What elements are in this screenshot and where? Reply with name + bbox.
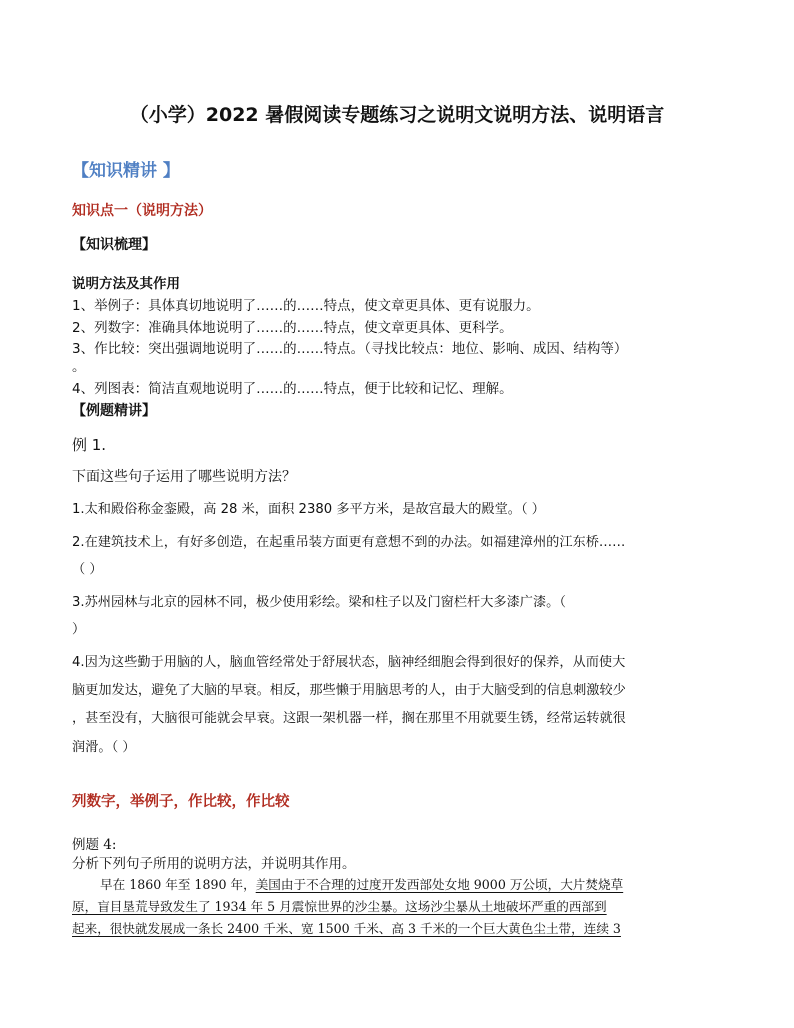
knowledge-point-heading: 知识点一（说明方法） (72, 203, 212, 219)
methods-heading: 说明方法及其作用 (72, 276, 180, 292)
example-1-item-blank: ） (72, 622, 86, 637)
method-item: 1、举例子：具体真切地说明了……的……特点，使文章更具体、更有说服力。 (72, 298, 540, 314)
example-1-item: 润滑。（ ） (72, 740, 136, 755)
example-1-item: 脑更加发达，避免了大脑的早衰。相反，那些懒于用脑思考的人，由于大脑受到的信息刺激较少 (72, 683, 626, 698)
outline-header: 【知识梳理】 (72, 237, 156, 253)
method-item: 3、作比较：突出强调地说明了……的……特点。（寻找比较点：地位、影响、成因、结构等） (72, 341, 628, 357)
method-item: 2、列数字：准确具体地说明了……的……特点，使文章更具体、更科学。 (72, 320, 513, 336)
example-1-label: 例 1. (72, 436, 107, 454)
method-item-period: 。 (72, 359, 86, 375)
section-header-knowledge: 【知识精讲 】 (72, 161, 180, 181)
example-1-item: 2.在建筑技术上，有好多创造，在起重吊装方面更有意想不到的办法。如福建漳州的江东桥…… (72, 535, 626, 550)
document-title: （小学）2022 暑假阅读专题练习之说明文说明方法、说明语言 (129, 104, 665, 126)
example-1-item: ，甚至没有，大脑很可能就会早衰。这跟一架机器一样，搁在那里不用就要生锈，经常运转就很 (72, 711, 626, 726)
example-4-plain-text: 早在 1860 年至 1890 年， (100, 877, 256, 892)
example-4-paragraph-line (100, 874, 623, 893)
example-1-item: 4.因为这些勤于用脑的人，脑血管经常处于舒展状态，脑神经细胞会得到很好的保养，从而使大 (72, 655, 626, 670)
example-4-label: 例题 4: (72, 837, 117, 853)
example-4-paragraph-line: 原，盲目垦荒导致发生了 1934 年 5 月震惊世界的沙尘暴。这场沙尘暴从土地破坏严重的西部到 (72, 899, 607, 914)
example-1-item: 3.苏州园林与北京的园林不同，极少使用彩绘。梁和柱子以及门窗栏杆大多漆广漆。（ (72, 595, 566, 610)
example-1-question: 下面这些句子运用了哪些说明方法？ (72, 469, 296, 485)
example-4-paragraph-line: 起来，很快就发展成一条长 2400 千米、宽 1500 千米、高 3 千米的一个巨大黄色尘土带，连续 3 (72, 921, 621, 936)
example-1-item: 1.太和殿俗称金銮殿，高 28 米，面积 2380 多平方米，是故宫最大的殿堂。（ ） (72, 502, 545, 517)
method-item: 4、列图表：简洁直观地说明了……的……特点，便于比较和记忆、理解。 (72, 381, 513, 397)
example-1-item-blank: （ ） (72, 562, 103, 577)
example-4-underlined-text: 美国由于不合理的过度开发西部处女地 9000 万公顷，大片焚烧草 (255, 877, 624, 892)
example-4-question: 分析下列句子所用的说明方法，并说明其作用。 (72, 856, 356, 872)
examples-header: 【例题精讲】 (72, 403, 156, 419)
example-1-answer: 列数字，举例子，作比较，作比较 (72, 793, 290, 810)
